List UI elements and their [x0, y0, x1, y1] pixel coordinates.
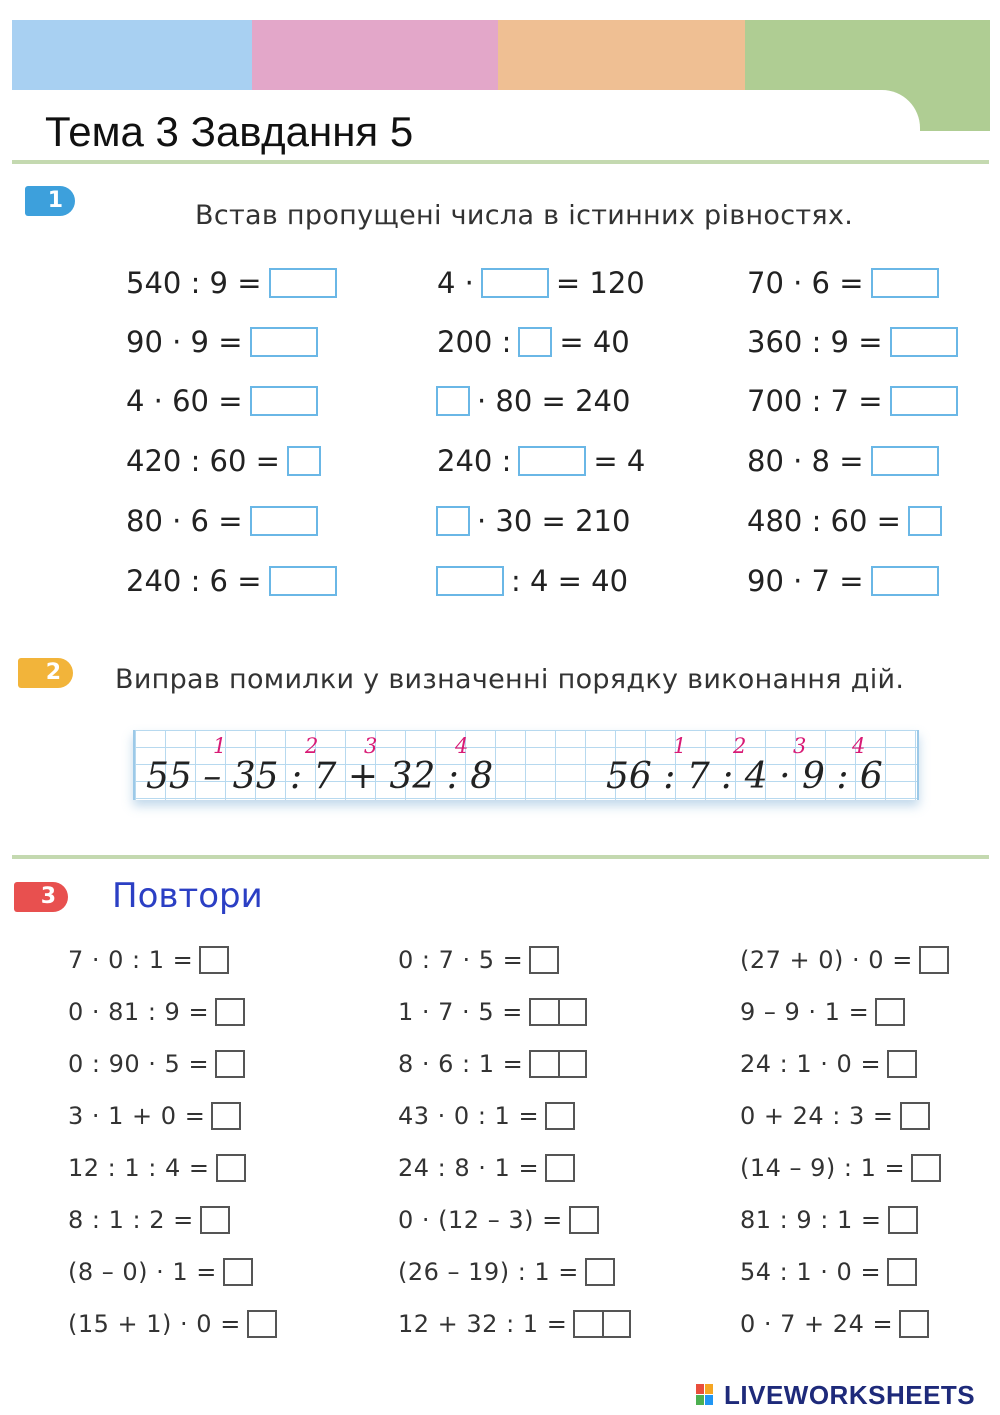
- task3-number: 3: [40, 884, 56, 909]
- answer-box[interactable]: [223, 1258, 253, 1286]
- expression-text: 0 · (12 – 3) =: [398, 1206, 563, 1234]
- equation-left: 70 · 6 =: [747, 266, 864, 300]
- header-band-green: [745, 20, 990, 90]
- equation-left: 420 : 60 =: [126, 444, 280, 478]
- answer-box[interactable]: [900, 1102, 930, 1130]
- expression-text: 54 : 1 · 0 =: [740, 1258, 882, 1286]
- task1-equation: [433, 383, 634, 419]
- task3-expression: [740, 1152, 941, 1184]
- equation-left: 240 :: [437, 444, 512, 478]
- answer-box[interactable]: [871, 566, 939, 596]
- answer-box[interactable]: [247, 1310, 277, 1338]
- expression-text: 12 + 32 : 1 =: [398, 1310, 568, 1338]
- answer-box[interactable]: [269, 268, 337, 298]
- task3-expression: [68, 1048, 245, 1080]
- expression-text: 1 · 7 · 5 =: [398, 998, 523, 1026]
- answer-box[interactable]: [875, 998, 905, 1026]
- expression-text: 0 · 7 + 24 =: [740, 1310, 894, 1338]
- task3-expression: [398, 1256, 615, 1288]
- task3-expression: [398, 944, 559, 976]
- task3-expression: [740, 1048, 917, 1080]
- expression-text: 0 · 81 : 9 =: [68, 998, 210, 1026]
- expression-text: 8 : 1 : 2 =: [68, 1206, 194, 1234]
- answer-box[interactable]: [436, 386, 470, 416]
- title-divider: [12, 160, 989, 164]
- task3-expression: [398, 1048, 587, 1080]
- equation-left: 240 : 6 =: [126, 564, 262, 598]
- answer-box[interactable]: [919, 946, 949, 974]
- task1-equation: [433, 324, 634, 360]
- answer-box[interactable]: [481, 268, 549, 298]
- answer-box[interactable]: [529, 1050, 587, 1078]
- answer-box[interactable]: [573, 1310, 631, 1338]
- answer-box[interactable]: [545, 1154, 575, 1182]
- task3-expression: [398, 1204, 599, 1236]
- answer-box[interactable]: [545, 1102, 575, 1130]
- answer-box[interactable]: [269, 566, 337, 596]
- equation-right: = 120: [555, 266, 645, 300]
- answer-box[interactable]: [436, 566, 504, 596]
- task3-expression: [740, 1308, 929, 1340]
- equation-left: 360 : 9 =: [747, 325, 883, 359]
- task1-equation: [743, 265, 942, 301]
- expression-text: 12 : 1 : 4 =: [68, 1154, 210, 1182]
- answer-box[interactable]: [518, 446, 586, 476]
- header-band-orange: [498, 20, 745, 90]
- task3-expression: [68, 1308, 277, 1340]
- expression-text: (8 – 0) · 1 =: [68, 1258, 217, 1286]
- task2-badge: [18, 658, 73, 688]
- task3-expression: [740, 944, 949, 976]
- liveworksheets-logo: LIVEWORKSHEETS: [724, 1380, 976, 1410]
- expr1-mark-4: 4: [455, 734, 469, 758]
- answer-box[interactable]: [215, 1050, 245, 1078]
- answer-box[interactable]: [518, 327, 552, 357]
- answer-box[interactable]: [888, 1206, 918, 1234]
- expr1-mark-2: 2: [305, 734, 319, 758]
- expr2-mark-4: 4: [852, 734, 866, 758]
- task1-equation: [433, 265, 649, 301]
- equation-left: 480 : 60 =: [747, 504, 901, 538]
- answer-box[interactable]: [250, 386, 318, 416]
- task1-equation: [743, 443, 942, 479]
- answer-box[interactable]: [887, 1050, 917, 1078]
- equation-left: 80 · 8 =: [747, 444, 864, 478]
- equation-left: 80 · 6 =: [126, 504, 243, 538]
- expression-text: (27 + 0) · 0 =: [740, 946, 913, 974]
- expression-1: 55 – 35 : 7 + 32 : 8: [146, 756, 494, 797]
- task3-expression: [398, 1152, 575, 1184]
- expression-text: 7 · 0 : 1 =: [68, 946, 194, 974]
- task3-expression: [68, 944, 229, 976]
- task1-equation: [122, 324, 321, 360]
- task1-equation: [743, 503, 945, 539]
- task1-equation: [743, 383, 961, 419]
- task1-equation: [433, 563, 632, 599]
- answer-box[interactable]: [569, 1206, 599, 1234]
- task3-expression: [398, 1308, 631, 1340]
- answer-box[interactable]: [287, 446, 321, 476]
- answer-box[interactable]: [250, 506, 318, 536]
- page-title: Тема 3 Завдання 5: [45, 108, 414, 155]
- answer-box[interactable]: [871, 268, 939, 298]
- equation-left: 90 · 9 =: [126, 325, 243, 359]
- equation-right: · 80 = 240: [477, 384, 631, 418]
- task1-number: 1: [47, 188, 63, 213]
- answer-box[interactable]: [250, 327, 318, 357]
- task1-equation: [122, 563, 340, 599]
- equation-right: : 4 = 40: [511, 564, 629, 598]
- expr2-mark-1: 1: [673, 734, 687, 758]
- equation-left: 90 · 7 =: [747, 564, 864, 598]
- task3-expression: [740, 1256, 917, 1288]
- task1-equation: [743, 563, 942, 599]
- answer-box[interactable]: [436, 506, 470, 536]
- equation-left: 4 ·: [437, 266, 474, 300]
- answer-box[interactable]: [911, 1154, 941, 1182]
- task1-equation: [122, 443, 324, 479]
- expression-2: 56 : 7 : 4 · 9 : 6: [606, 756, 883, 797]
- task2-instruction: Виправ помилки у визначенні порядку виконання дій.: [115, 664, 905, 695]
- answer-box[interactable]: [529, 946, 559, 974]
- answer-box[interactable]: [887, 1258, 917, 1286]
- task3-expression: [68, 1204, 230, 1236]
- equation-left: 700 : 7 =: [747, 384, 883, 418]
- header-tab-curve: [745, 90, 920, 131]
- expression-text: 8 · 6 : 1 =: [398, 1050, 524, 1078]
- task3-expression: [740, 996, 905, 1028]
- answer-box[interactable]: [211, 1102, 241, 1130]
- expression-text: 0 : 7 · 5 =: [398, 946, 524, 974]
- expression-text: 0 + 24 : 3 =: [740, 1102, 894, 1130]
- expr1-mark-1: 1: [213, 734, 227, 758]
- task3-expression: [68, 1152, 246, 1184]
- equation-left: 4 · 60 =: [126, 384, 243, 418]
- answer-box[interactable]: [871, 446, 939, 476]
- section-divider: [12, 855, 989, 859]
- expr2-mark-2: 2: [733, 734, 747, 758]
- expression-text: 0 : 90 · 5 =: [68, 1050, 210, 1078]
- answer-box[interactable]: [216, 1154, 246, 1182]
- equation-right: = 40: [559, 325, 630, 359]
- task1-equation: [433, 503, 634, 539]
- answer-box[interactable]: [199, 946, 229, 974]
- expr2-mark-3: 3: [793, 734, 807, 758]
- task3-expression: [740, 1204, 918, 1236]
- task3-expression: [68, 1256, 253, 1288]
- expression-text: 9 – 9 · 1 =: [740, 998, 870, 1026]
- task1-equation: [433, 443, 649, 479]
- answer-box[interactable]: [529, 998, 587, 1026]
- expression-text: 3 · 1 + 0 =: [68, 1102, 206, 1130]
- expression-text: (14 – 9) : 1 =: [740, 1154, 906, 1182]
- task1-equation: [122, 503, 321, 539]
- answer-box[interactable]: [215, 998, 245, 1026]
- task3-expression: [398, 1100, 575, 1132]
- task1-equation: [743, 324, 961, 360]
- answer-box[interactable]: [200, 1206, 230, 1234]
- expression-text: (15 + 1) · 0 =: [68, 1310, 241, 1338]
- equation-left: 200 :: [437, 325, 512, 359]
- task3-title: Повтори: [112, 876, 263, 916]
- expression-text: (26 – 19) : 1 =: [398, 1258, 579, 1286]
- task1-equation: [122, 383, 321, 419]
- expression-text: 24 : 1 · 0 =: [740, 1050, 882, 1078]
- expression-text: 43 · 0 : 1 =: [398, 1102, 540, 1130]
- answer-box[interactable]: [890, 327, 958, 357]
- task1-equation: [122, 265, 340, 301]
- task1-badge: [25, 186, 75, 216]
- task2-number: 2: [45, 660, 61, 685]
- task3-expression: [740, 1100, 930, 1132]
- equation-right: · 30 = 210: [477, 504, 631, 538]
- task3-expression: [68, 996, 245, 1028]
- answer-box[interactable]: [585, 1258, 615, 1286]
- answer-box[interactable]: [890, 386, 958, 416]
- equation-right: = 4: [593, 444, 646, 478]
- expr1-mark-3: 3: [364, 734, 378, 758]
- liveworksheets-logo-icon: [696, 1384, 722, 1406]
- expression-text: 24 : 8 · 1 =: [398, 1154, 540, 1182]
- answer-box[interactable]: [899, 1310, 929, 1338]
- task3-badge: [14, 882, 68, 912]
- task3-expression: [68, 1100, 241, 1132]
- header-band-pink: [252, 20, 498, 90]
- header-band-blue: [12, 20, 252, 90]
- expression-text: 81 : 9 : 1 =: [740, 1206, 882, 1234]
- equation-left: 540 : 9 =: [126, 266, 262, 300]
- task1-instruction: Встав пропущені числа в істинних рівностях.: [195, 200, 854, 231]
- answer-box[interactable]: [908, 506, 942, 536]
- task3-expression: [398, 996, 587, 1028]
